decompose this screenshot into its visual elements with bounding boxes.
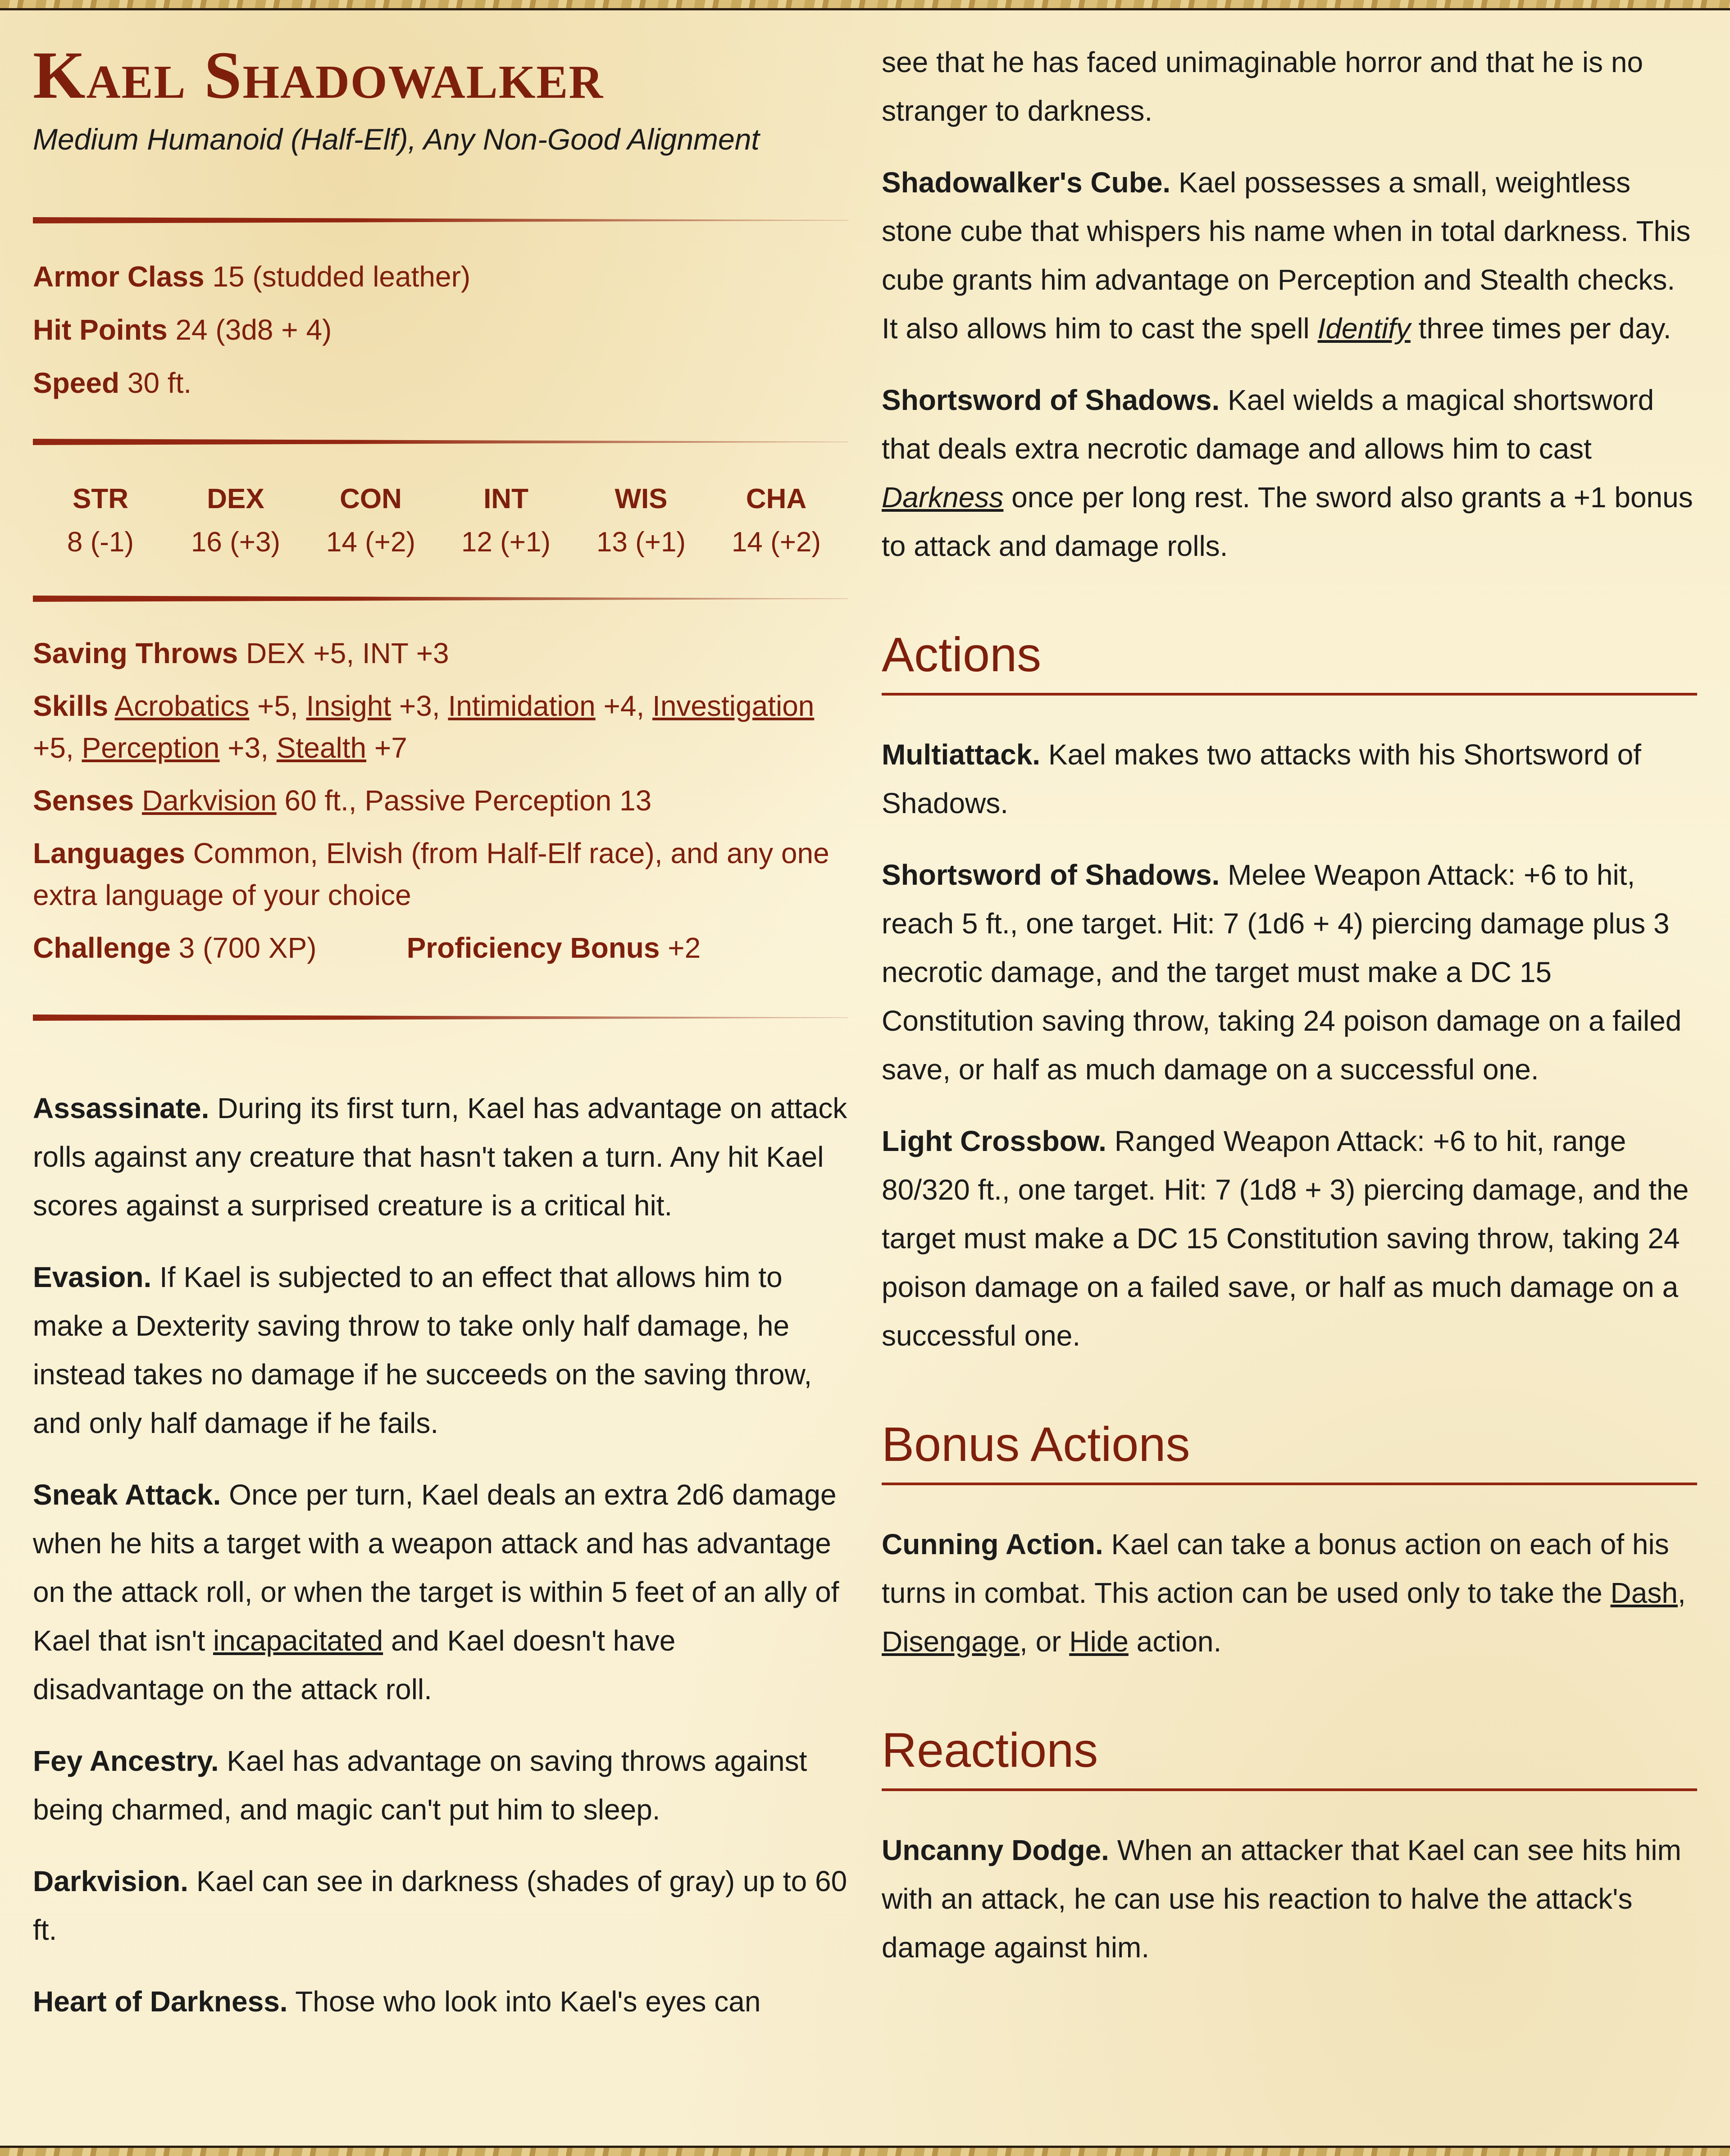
rule-link[interactable]: Investigation bbox=[652, 690, 815, 722]
creature-name: Kael Shadowalker bbox=[33, 38, 604, 113]
ability-scores bbox=[33, 478, 844, 564]
rule-link[interactable]: incapacitated bbox=[213, 1624, 383, 1657]
ability-name: CHA bbox=[746, 483, 807, 514]
text: Melee Weapon Attack: +6 to hit, reach 5 ft., one target. Hit: 7 (1d6 + 4) piercing damage plus 3 necrotic damage, and the target must make a DC 15 Constitution saving throw, taking 24 poison damage on a failed save, or half as much damage on a successful one. bbox=[882, 859, 1682, 1086]
ability-score: 14 (+2) bbox=[731, 527, 821, 558]
rule-link[interactable]: Intimidation bbox=[448, 690, 596, 722]
core-stats bbox=[33, 252, 470, 412]
trait-name: Cunning Action. bbox=[882, 1528, 1103, 1560]
text: +5, bbox=[249, 690, 306, 722]
spell-link-wrap bbox=[882, 481, 1003, 514]
divider bbox=[33, 596, 848, 602]
proficiency-value: +2 bbox=[668, 932, 701, 964]
ability-score: 14 (+2) bbox=[326, 527, 416, 558]
challenge-value: 3 (700 XP) bbox=[178, 932, 317, 964]
trait-paragraph bbox=[33, 1084, 848, 1230]
property-skills bbox=[33, 685, 848, 769]
section-heading-bonus-actions: Bonus Actions bbox=[882, 1415, 1697, 1485]
text: see that he has faced unimaginable horror and that he is no stranger to darkness. bbox=[882, 46, 1644, 127]
label: Hit Points bbox=[33, 314, 168, 346]
text: +3, bbox=[219, 732, 277, 764]
trait-paragraph bbox=[882, 1826, 1697, 1972]
challenge-label: Challenge bbox=[33, 932, 171, 964]
text: During its first turn, Kael has advantage on attack rolls against any creature that hasn't taken a turn. Any hit Kael scores against a surprised creature is a critical hit. bbox=[33, 1092, 847, 1222]
ability-name: CON bbox=[340, 483, 402, 514]
trait-paragraph bbox=[882, 851, 1697, 1094]
text: Those who look into Kael's eyes can bbox=[295, 1985, 761, 2018]
ability-name: WIS bbox=[615, 483, 668, 514]
rule-link[interactable]: Dash bbox=[1610, 1577, 1678, 1609]
property-label: Skills bbox=[33, 690, 109, 722]
text: action. bbox=[1128, 1625, 1222, 1658]
text: Kael has advantage on saving throws against being charmed, and magic can't put him to sleep. bbox=[33, 1745, 807, 1826]
text: Common, Elvish (from Half-Elf race), and any one extra language of your choice bbox=[33, 837, 829, 911]
property-saving-throws bbox=[33, 632, 848, 674]
text: Kael can take a bonus action on each of his turns in combat. This action can be used only to take the bbox=[882, 1528, 1669, 1609]
trait-paragraph bbox=[882, 158, 1697, 353]
traits-continued bbox=[882, 38, 1697, 570]
spell-link[interactable]: Darkness bbox=[882, 481, 1004, 514]
trait-paragraph bbox=[882, 38, 1697, 135]
section-body bbox=[882, 1826, 1697, 1972]
value: 15 (studded leather) bbox=[212, 260, 471, 293]
ability-cha bbox=[709, 478, 844, 564]
text: If Kael is subjected to an effect that allows him to make a Dexterity saving throw to take only half damage, he instead takes no damage if he succeeds on the saving throw, and only half damage if he fails. bbox=[33, 1261, 812, 1439]
ability-name: DEX bbox=[207, 483, 264, 514]
trait-name: Sneak Attack. bbox=[33, 1478, 221, 1511]
hit-points bbox=[33, 305, 470, 354]
trait-name: Heart of Darkness. bbox=[33, 1985, 288, 2018]
section-heading-actions: Actions bbox=[882, 625, 1697, 696]
traits bbox=[33, 1084, 848, 2049]
text: , or bbox=[1020, 1625, 1070, 1658]
ability-con bbox=[303, 478, 438, 564]
text: three times per day. bbox=[1410, 312, 1671, 345]
property-senses bbox=[33, 780, 848, 822]
trait-name: Shortsword of Shadows. bbox=[882, 384, 1220, 416]
rule-link[interactable]: Acrobatics bbox=[114, 690, 250, 722]
rule-link[interactable]: Disengage bbox=[882, 1625, 1020, 1658]
trait-name: Darkvision. bbox=[33, 1865, 189, 1897]
speed bbox=[33, 359, 470, 407]
ability-int bbox=[438, 478, 574, 564]
divider bbox=[33, 217, 848, 223]
ability-score: 8 (-1) bbox=[67, 527, 134, 558]
property-languages bbox=[33, 832, 848, 916]
trait-name: Assassinate. bbox=[33, 1092, 209, 1124]
rule-link[interactable]: Stealth bbox=[276, 732, 367, 764]
armor-class bbox=[33, 252, 470, 301]
text: DEX +5, INT +3 bbox=[246, 637, 449, 669]
ability-str bbox=[33, 478, 168, 564]
ability-dex bbox=[168, 478, 303, 564]
rule-link[interactable]: Darkvision bbox=[141, 784, 277, 817]
text: Ranged Weapon Attack: +6 to hit, range 80/320 ft., one target. Hit: 7 (1d8 + 3) piercing damage, and the target must make a DC 15 Constitution saving throw, taking 24 poison damage on a failed save, or half as much damage on a successful one. bbox=[882, 1125, 1689, 1352]
right-column bbox=[882, 0, 1697, 1995]
ability-wis bbox=[574, 478, 709, 564]
trait-name: Fey Ancestry. bbox=[33, 1745, 219, 1777]
properties bbox=[33, 632, 848, 980]
trait-paragraph bbox=[33, 1470, 848, 1714]
ability-name: INT bbox=[483, 483, 528, 514]
trait-name: Light Crossbow. bbox=[882, 1125, 1106, 1157]
property-label: Saving Throws bbox=[33, 637, 238, 669]
trait-paragraph bbox=[882, 1117, 1697, 1360]
section-heading-reactions: Reactions bbox=[882, 1721, 1697, 1791]
property-label: Senses bbox=[33, 784, 134, 817]
trait-paragraph bbox=[33, 1977, 848, 2026]
divider bbox=[33, 439, 848, 445]
text: Kael can see in darkness (shades of gray) up to 60 ft. bbox=[33, 1865, 847, 1946]
text: Kael makes two attacks with his Shortsword of Shadows. bbox=[882, 738, 1641, 819]
trait-paragraph bbox=[33, 1253, 848, 1447]
value: 30 ft. bbox=[127, 367, 192, 399]
rule-link[interactable]: Perception bbox=[82, 732, 220, 764]
ability-score: 16 (+3) bbox=[191, 527, 281, 558]
text: +5, bbox=[33, 732, 82, 764]
spell-link[interactable]: Identify bbox=[1317, 312, 1411, 345]
ability-name: STR bbox=[73, 483, 128, 514]
text: Once per turn, Kael deals an extra 2d6 damage when he hits a target with a weapon attack and has advantage on the attack roll, or when the target is within 5 feet of an ally of Kael that isn't bbox=[33, 1478, 839, 1657]
text: , bbox=[1677, 1577, 1686, 1609]
ability-score: 13 (+1) bbox=[596, 527, 686, 558]
rule-link[interactable]: Hide bbox=[1069, 1625, 1129, 1658]
value: 24 (3d8 + 4) bbox=[175, 314, 332, 346]
divider bbox=[33, 1014, 848, 1021]
rule-link[interactable]: Insight bbox=[306, 690, 392, 722]
text: once per long rest. The sword also grants a +1 bonus to attack and damage rolls. bbox=[882, 481, 1693, 562]
section-body bbox=[882, 1520, 1697, 1666]
bottom-border bbox=[0, 2146, 1730, 2156]
trait-name: Shadowalker's Cube. bbox=[882, 166, 1171, 199]
trait-name: Shortsword of Shadows. bbox=[882, 859, 1220, 891]
trait-paragraph bbox=[882, 1520, 1697, 1666]
trait-name: Evasion. bbox=[33, 1261, 152, 1293]
text: +4, bbox=[595, 690, 653, 722]
label: Speed bbox=[33, 367, 120, 399]
text: +3, bbox=[391, 690, 448, 722]
ability-score: 12 (+1) bbox=[461, 527, 551, 558]
challenge-line bbox=[33, 927, 848, 969]
text: 60 ft., Passive Perception 13 bbox=[276, 784, 652, 817]
trait-name: Uncanny Dodge. bbox=[882, 1834, 1109, 1866]
property-label: Languages bbox=[33, 837, 185, 869]
text: Kael wields a magical shortsword that deals extra necrotic damage and allows him to cast bbox=[882, 384, 1654, 465]
text: and Kael doesn't have disadvantage on the attack roll. bbox=[33, 1624, 676, 1706]
trait-paragraph bbox=[882, 730, 1697, 828]
trait-paragraph bbox=[33, 1857, 848, 1954]
text: Kael possesses a small, weightless stone cube that whispers his name when in total darkness. This cube grants him advantage on Perception and Stealth checks. It also allows him to cast the spell bbox=[882, 166, 1691, 345]
proficiency-label: Proficiency Bonus bbox=[406, 932, 660, 964]
section-body bbox=[882, 730, 1697, 1360]
trait-name: Multiattack. bbox=[882, 738, 1041, 771]
trait-paragraph bbox=[33, 1737, 848, 1834]
text: +7 bbox=[366, 732, 407, 764]
creature-type: Medium Humanoid (Half-Elf), Any Non-Good Alignment bbox=[33, 123, 760, 156]
left-column bbox=[33, 0, 848, 2144]
spell-link-wrap bbox=[1318, 312, 1411, 345]
trait-paragraph bbox=[882, 376, 1697, 570]
label: Armor Class bbox=[33, 260, 205, 293]
text: When an attacker that Kael can see hits him with an attack, he can use his reaction to halve the attack's damage against him. bbox=[882, 1834, 1681, 1964]
